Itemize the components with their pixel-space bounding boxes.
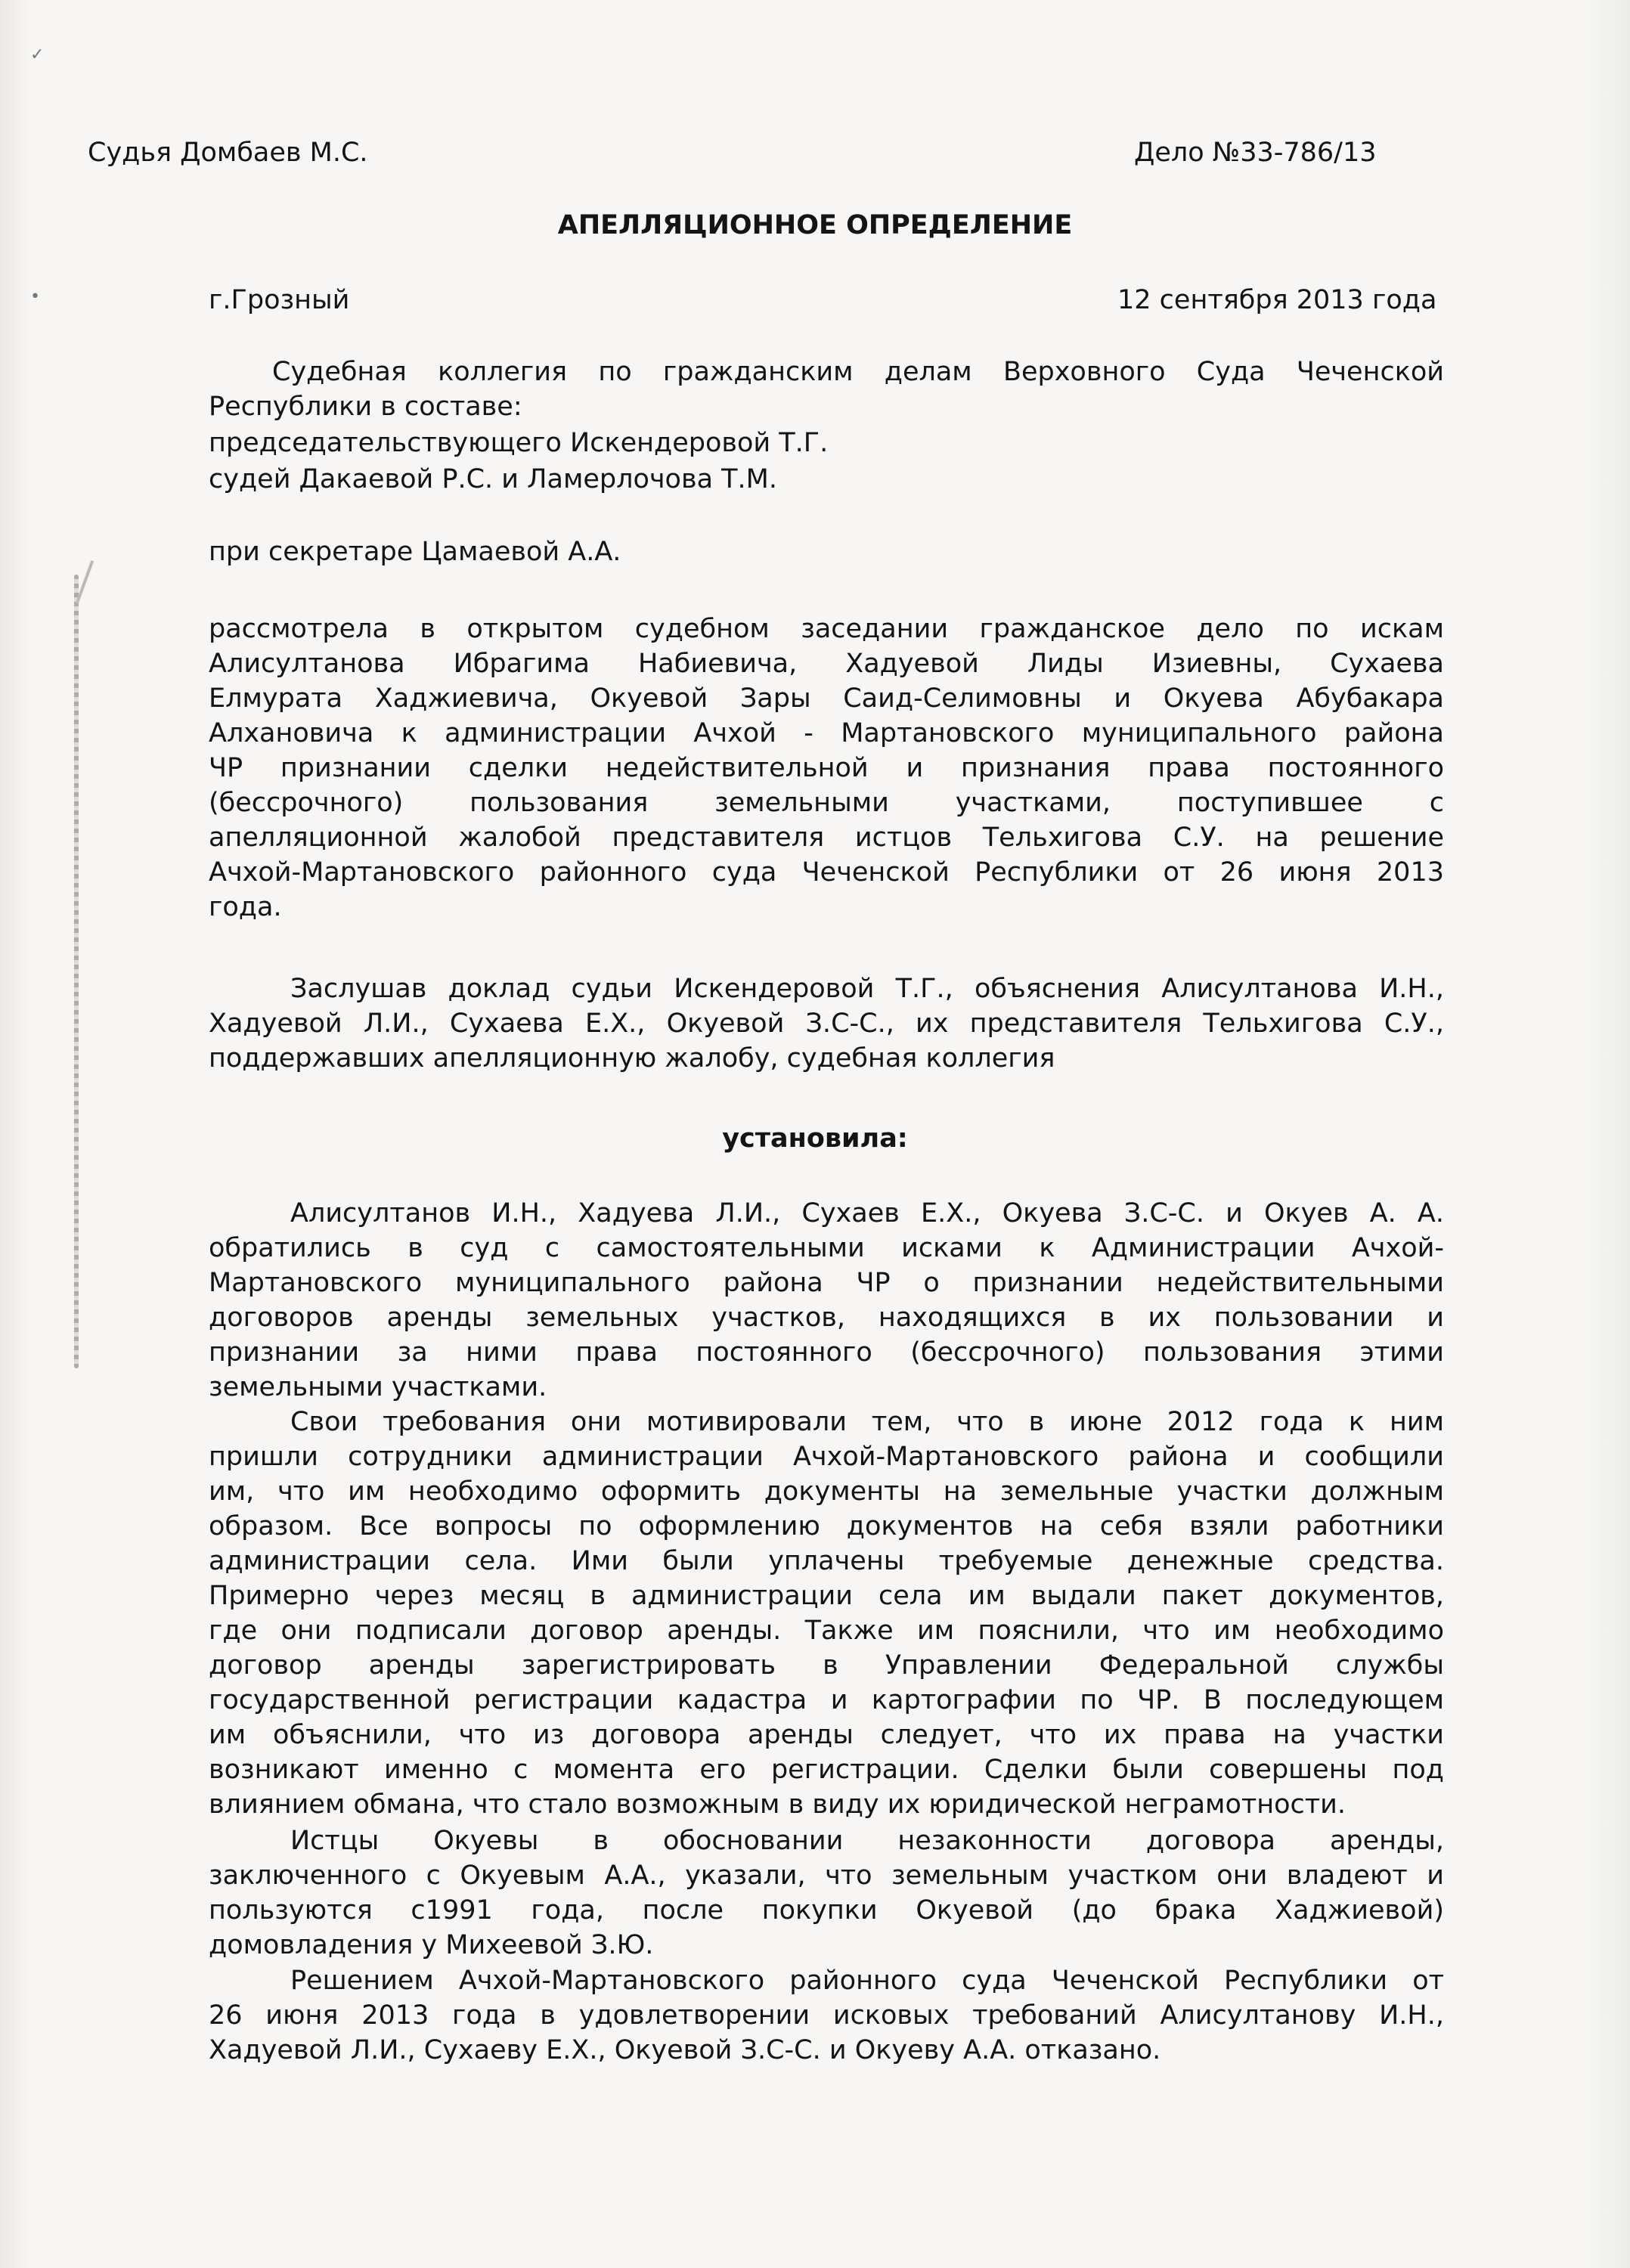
text-line: рассмотрела в открытом судебном заседании гражданское дело по искам (209, 614, 1444, 644)
text-line: пришли сотрудники администрации Ачхой-Мартановского района и сообщили (209, 1442, 1444, 1472)
text-line: им, что им необходимо оформить документы на земельные участки должным (209, 1476, 1444, 1507)
binding-thread (74, 575, 79, 1368)
text-line: Свои требования они мотивировали тем, что в июне 2012 года к ним (290, 1407, 1444, 1437)
text-line: Ачхой-Мартановского районного суда Чеченской Республики от 26 июня 2013 (209, 857, 1444, 888)
text-line: заключенного с Окуевым А.А., указали, что земельным участком они владеют и (209, 1861, 1444, 1891)
composition-line: Республики в составе: (209, 392, 522, 422)
decision-date: 12 сентября 2013 года (1117, 285, 1437, 315)
text-line: договоров аренды земельных участков, находящихся в их пользовании и (209, 1303, 1444, 1333)
composition-line: Судебная коллегия по гражданским делам Верховного Суда Чеченской (272, 357, 1444, 387)
text-line: Алисултанов И.Н., Хадуева Л.И., Сухаев Е.Х., Окуева З.С-С. и Окуев А. А. (290, 1198, 1444, 1228)
text-line: Решением Ачхой-Мартановского районного суда Чеченской Республики от (290, 1966, 1444, 1996)
text-line: Истцы Окуевы в обосновании незаконности договора аренды, (290, 1826, 1444, 1856)
text-line: пользуются с1991 года, после покупки Окуевой (до брака Хаджиевой) (209, 1895, 1444, 1926)
text-line: года. (209, 892, 282, 922)
text-line: образом. Все вопросы по оформлению документов на себя взяли работники (209, 1511, 1444, 1541)
text-line: Алисултанова Ибрагима Набиевича, Хадуевой Лиды Изиевны, Сухаева (209, 649, 1444, 679)
text-line: апелляционной жалобой представителя истцов Тельхигова С.У. на решение (209, 823, 1444, 853)
scan-mark: • (30, 287, 40, 306)
text-line: признании за ними права постоянного (бессрочного) пользования этими (209, 1337, 1444, 1368)
text-line: возникают именно с момента его регистрации. Сделки были совершены под (209, 1755, 1444, 1785)
text-line: 26 июня 2013 года в удовлетворении исковых требований Алисултанову И.Н., (209, 2000, 1444, 2031)
text-line: Хадуевой Л.И., Сухаева Е.Х., Окуевой З.С-С., их представителя Тельхигова С.У., (209, 1009, 1444, 1039)
text-line: им объяснили, что из договора аренды следует, что их права на участки (209, 1720, 1444, 1750)
text-line: Примерно через месяц в администрации села им выдали пакет документов, (209, 1581, 1444, 1611)
text-line: Алхановича к администрации Ачхой - Мартановского муниципального района (209, 718, 1444, 748)
section-heading: установила: (722, 1123, 908, 1154)
text-line: договор аренды зарегистрировать в Управлении Федеральной службы (209, 1650, 1444, 1681)
secretary: при секретаре Цамаевой А.А. (209, 537, 621, 567)
text-line: земельными участками. (209, 1372, 547, 1402)
text-line: Хадуевой Л.И., Сухаеву Е.Х., Окуевой З.С-С. и Окуеву А.А. отказано. (209, 2035, 1161, 2065)
document-title: АПЕЛЛЯЦИОННОЕ ОПРЕДЕЛЕНИЕ (557, 210, 1073, 240)
text-line: (бессрочного) пользования земельными участками, поступившее с (209, 788, 1444, 818)
city: г.Грозный (209, 285, 350, 315)
presiding-judge: председательствующего Искендеровой Т.Г. (209, 428, 829, 458)
text-line: Заслушав доклад судьи Искендеровой Т.Г., объяснения Алисултанова И.Н., (290, 974, 1444, 1004)
text-line: домовладения у Михеевой З.Ю. (209, 1930, 654, 1960)
text-line: государственной регистрации кадастра и картографии по ЧР. В последующем (209, 1685, 1444, 1715)
text-line: влиянием обмана, что стало возможным в виду их юридической неграмотности. (209, 1789, 1346, 1820)
judge-name: Судья Домбаев М.С. (88, 138, 368, 168)
text-line: где они подписали договор аренды. Также им пояснили, что им необходимо (209, 1616, 1444, 1646)
case-number: Дело №33-786/13 (1134, 138, 1377, 168)
text-line: администрации села. Ими были уплачены требуемые денежные средства. (209, 1546, 1444, 1576)
text-line: поддержавших апелляционную жалобу, судебная коллегия (209, 1043, 1055, 1074)
text-line: Мартановского муниципального района ЧР о признании недействительными (209, 1268, 1444, 1298)
judges: судей Дакаевой Р.С. и Ламерлочова Т.М. (209, 464, 778, 494)
scan-mark: ✓ (30, 45, 45, 64)
text-line: обратились в суд с самостоятельными исками к Администрации Ачхой- (209, 1233, 1444, 1263)
text-line: ЧР признании сделки недействительной и признания права постоянного (209, 753, 1444, 783)
text-line: Елмурата Хаджиевича, Окуевой Зары Саид-Селимовны и Окуева Абубакара (209, 683, 1444, 714)
